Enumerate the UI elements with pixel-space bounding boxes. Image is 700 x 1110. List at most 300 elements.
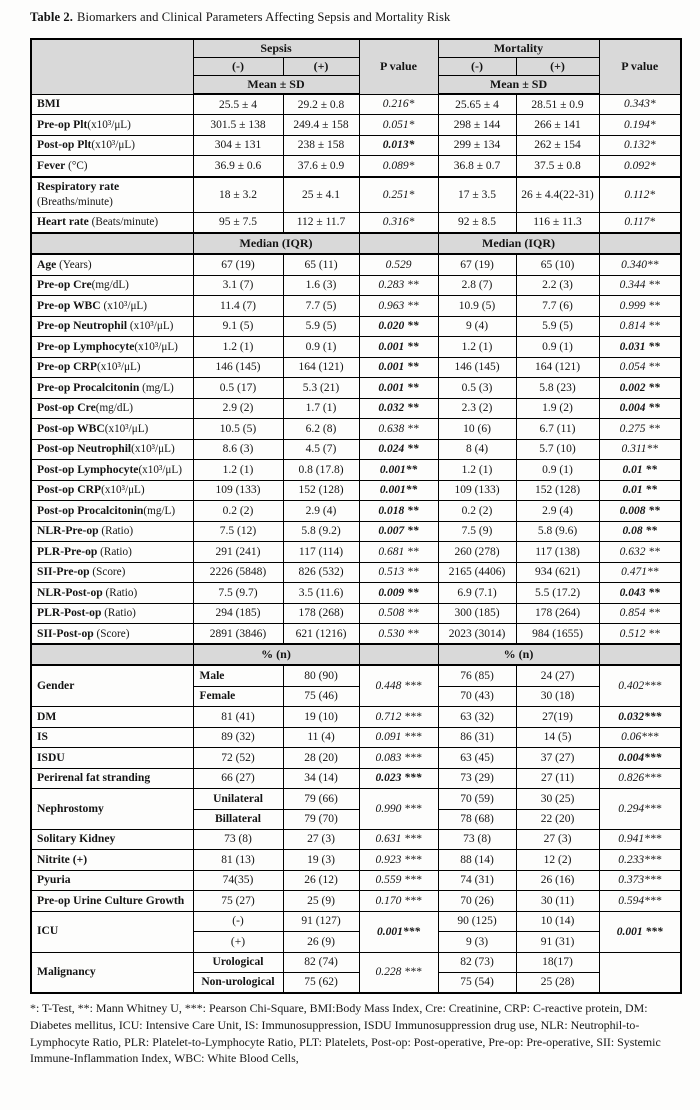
row-label (31, 177, 193, 212)
value-mortality-positive: 116 ± 11.3 (516, 212, 599, 233)
value-mortality-negative: 299 ± 134 (438, 135, 516, 155)
value-mortality-positive: 5.8 (23) (516, 378, 599, 398)
table-row (31, 583, 681, 603)
value-mortality-negative: 76 (85) (438, 665, 516, 686)
value-sepsis-negative: 11.4 (7) (193, 296, 283, 316)
value-mortality-negative: 70 (43) (438, 686, 516, 706)
value-sepsis-negative: 3.1 (7) (193, 275, 283, 295)
p-value-mortality: 0.08 ** (599, 521, 681, 541)
value-sepsis: 79 (70) (283, 809, 359, 829)
row-label (31, 316, 193, 336)
row-label-name: Pre-op Lymphocyte (37, 339, 135, 353)
value-sepsis-negative: 81 (41) (193, 707, 283, 727)
value-mortality-positive: 28.51 ± 0.9 (516, 94, 599, 115)
value-mortality-positive: 7.7 (6) (516, 296, 599, 316)
value-mortality-negative: 10 (6) (438, 419, 516, 439)
value-sepsis-positive: 27 (3) (283, 829, 359, 849)
p-value-sepsis: 0.530 ** (359, 624, 438, 645)
value-mortality-positive: 164 (121) (516, 357, 599, 377)
row-label-unit: (Years) (56, 258, 92, 271)
p-value-mortality: 0.01 ** (599, 460, 681, 480)
value-mortality-positive: 25 (28) (516, 972, 599, 993)
value-mortality-positive: 152 (128) (516, 480, 599, 500)
value-sepsis-negative: 73 (8) (193, 829, 283, 849)
table-row (31, 115, 681, 135)
row-label: ICU (31, 911, 193, 952)
table-row (31, 275, 681, 295)
value-mortality-negative: 86 (31) (438, 727, 516, 747)
row-label (31, 501, 193, 521)
table-row (31, 562, 681, 582)
p-value-sepsis: 0.089* (359, 156, 438, 177)
p-value-mortality: 0.311** (599, 439, 681, 459)
value-mortality-negative: 63 (32) (438, 707, 516, 727)
row-label-unit: (Ratio) (102, 586, 138, 599)
band-label: % (n) (193, 644, 359, 665)
p-value-mortality: 0.008 ** (599, 501, 681, 521)
header-mortality: Mortality (438, 39, 599, 58)
row-label-unit: (mg/L) (143, 504, 176, 517)
row-label (31, 337, 193, 357)
row-label (31, 562, 193, 582)
value-sepsis: 75 (62) (283, 972, 359, 993)
table-row (31, 870, 681, 890)
value-sepsis-negative: 2891 (3846) (193, 624, 283, 645)
value-sepsis-positive: 0.9 (1) (283, 337, 359, 357)
value-sepsis-positive: 826 (532) (283, 562, 359, 582)
value-mortality-negative: 2.3 (2) (438, 398, 516, 418)
value-mortality-negative: 2165 (4406) (438, 562, 516, 582)
row-label (31, 398, 193, 418)
p-value-sepsis: 0.712 *** (359, 707, 438, 727)
table-row (31, 480, 681, 500)
table-row (31, 439, 681, 459)
value-sepsis-negative: 66 (27) (193, 768, 283, 788)
value-sepsis-negative: 67 (19) (193, 254, 283, 275)
value-mortality-positive: 5.5 (17.2) (516, 583, 599, 603)
value-sepsis-positive: 117 (114) (283, 542, 359, 562)
value-mortality-negative: 90 (125) (438, 911, 516, 931)
header-mean-sd-sepsis: Mean ± SD (193, 76, 359, 95)
value-sepsis-positive: 112 ± 11.7 (283, 212, 359, 233)
value-sepsis: 80 (90) (283, 665, 359, 686)
value-sepsis-negative: 74(35) (193, 870, 283, 890)
p-value-sepsis: 0.508 ** (359, 603, 438, 623)
value-sepsis-positive: 19 (10) (283, 707, 359, 727)
row-label-unit: (°C) (65, 159, 88, 172)
p-value-sepsis: 0.529 (359, 254, 438, 275)
value-mortality-positive: 984 (1655) (516, 624, 599, 645)
value-sepsis-negative: 2.9 (2) (193, 398, 283, 418)
header-mean-sd-mortality: Mean ± SD (438, 76, 599, 95)
value-sepsis-positive: 3.5 (11.6) (283, 583, 359, 603)
value-sepsis-negative: 36.9 ± 0.6 (193, 156, 283, 177)
header-sepsis-positive: (+) (283, 58, 359, 76)
value-mortality-positive: 934 (621) (516, 562, 599, 582)
p-value-mortality: 0.344 ** (599, 275, 681, 295)
row-label: Malignancy (31, 952, 193, 993)
row-label-unit: (Ratio) (101, 607, 136, 620)
table-title-text: Biomarkers and Clinical Parameters Affecting Sepsis and Mortality Risk (77, 10, 451, 24)
value-mortality-negative: 67 (19) (438, 254, 516, 275)
row-label-name: Post-op Plt (37, 138, 92, 152)
section-band-row (31, 644, 681, 665)
p-value-sepsis: 0.013* (359, 135, 438, 155)
row-label-name: Nitrite (+) (37, 852, 88, 866)
value-sepsis-negative: 25.5 ± 4 (193, 94, 283, 115)
value-sepsis-negative: 294 (185) (193, 603, 283, 623)
band-label: % (n) (438, 644, 599, 665)
value-mortality-negative: 70 (59) (438, 789, 516, 809)
row-label-name: Pre-op WBC (37, 298, 101, 312)
row-label-name: Perirenal fat stranding (37, 771, 151, 785)
value-mortality-positive: 91 (31) (516, 932, 599, 952)
row-label-name: SII-Post-op (37, 626, 94, 640)
value-mortality-negative: 2.8 (7) (438, 275, 516, 295)
p-value-sepsis: 0.018 ** (359, 501, 438, 521)
value-mortality-positive: 262 ± 154 (516, 135, 599, 155)
value-mortality-negative: 9 (3) (438, 932, 516, 952)
value-sepsis-positive: 28 (20) (283, 748, 359, 768)
value-sepsis-positive: 238 ± 158 (283, 135, 359, 155)
value-mortality-negative: 0.2 (2) (438, 501, 516, 521)
value-sepsis-negative: 304 ± 131 (193, 135, 283, 155)
p-value-sepsis: 0.963 ** (359, 296, 438, 316)
band-blank-cell (359, 644, 438, 665)
row-label-name: Fever (37, 158, 66, 172)
band-blank-cell (31, 644, 193, 665)
value-sepsis-negative: 10.5 (5) (193, 419, 283, 439)
value-sepsis-negative: 301.5 ± 138 (193, 115, 283, 135)
value-sepsis-negative: 1.2 (1) (193, 460, 283, 480)
row-label-name: Pre-op Cre (37, 278, 92, 292)
table-row (31, 212, 681, 233)
table-row (31, 665, 681, 686)
row-label-unit: (mg/L) (139, 381, 174, 394)
value-mortality-negative: 88 (14) (438, 850, 516, 870)
value-mortality-positive: 178 (264) (516, 603, 599, 623)
row-label (31, 891, 193, 911)
p-value-mortality: 0.043 ** (599, 583, 681, 603)
value-mortality-positive: 5.7 (10) (516, 439, 599, 459)
value-mortality-positive: 266 ± 141 (516, 115, 599, 135)
p-value-mortality: 0.194* (599, 115, 681, 135)
value-sepsis-negative: 81 (13) (193, 850, 283, 870)
band-label: Median (IQR) (438, 233, 599, 254)
p-value-mortality: 0.854 ** (599, 603, 681, 623)
value-mortality-positive: 10 (14) (516, 911, 599, 931)
row-label-unit: (Ratio) (97, 545, 132, 558)
value-mortality-positive: 117 (138) (516, 542, 599, 562)
row-label: Gender (31, 665, 193, 706)
value-mortality-positive: 22 (20) (516, 809, 599, 829)
p-value-mortality: 0.132* (599, 135, 681, 155)
band-blank-cell (599, 644, 681, 665)
value-mortality-negative: 63 (45) (438, 748, 516, 768)
table-row (31, 768, 681, 788)
value-mortality-negative: 298 ± 144 (438, 115, 516, 135)
row-label-unit: (x10³/μL) (100, 299, 147, 312)
value-mortality-positive: 0.9 (1) (516, 337, 599, 357)
p-value-mortality: 0.294*** (599, 789, 681, 830)
p-value-mortality: 0.117* (599, 212, 681, 233)
value-mortality-positive: 6.7 (11) (516, 419, 599, 439)
value-mortality-positive: 26 ± 4.4(22-31) (516, 177, 599, 212)
value-mortality-positive: 2.2 (3) (516, 275, 599, 295)
row-label-name: SII-Pre-op (37, 565, 90, 579)
header-p-value-mortality: P value (599, 39, 681, 94)
value-sepsis-positive: 5.9 (5) (283, 316, 359, 336)
value-sepsis-negative: 18 ± 3.2 (193, 177, 283, 212)
row-label-name: NLR-Post-op (37, 585, 103, 599)
row-label-name: Solitary Kidney (37, 832, 116, 846)
row-label-name: Pre-op Neutrophil (37, 319, 128, 333)
p-value-sepsis: 0.001 ** (359, 337, 438, 357)
table-title (30, 10, 680, 25)
p-value-sepsis: 0.251* (359, 177, 438, 212)
row-label-name: DM (37, 709, 57, 723)
row-label (31, 727, 193, 747)
value-mortality-positive: 2.9 (4) (516, 501, 599, 521)
value-sepsis-positive: 621 (1216) (283, 624, 359, 645)
p-value-sepsis: 0.001** (359, 480, 438, 500)
p-value-sepsis: 0.448 *** (359, 665, 438, 706)
table-row (31, 789, 681, 809)
row-label-name: ISDU (37, 750, 65, 764)
value-mortality-positive: 30 (11) (516, 891, 599, 911)
value-sepsis: 91 (127) (283, 911, 359, 931)
row-label (31, 115, 193, 135)
value-mortality-negative: 8 (4) (438, 439, 516, 459)
table-row (31, 501, 681, 521)
table-row (31, 94, 681, 115)
table-row (31, 419, 681, 439)
row-label-name: Respiratory rate (37, 180, 120, 194)
value-sepsis-negative: 8.6 (3) (193, 439, 283, 459)
table-row (31, 952, 681, 972)
value-mortality-negative: 70 (26) (438, 891, 516, 911)
table-row (31, 707, 681, 727)
value-mortality-positive: 30 (18) (516, 686, 599, 706)
p-value-sepsis: 0.001 ** (359, 357, 438, 377)
value-mortality-negative: 75 (54) (438, 972, 516, 993)
value-sepsis-positive: 26 (12) (283, 870, 359, 890)
table-row (31, 891, 681, 911)
row-label (31, 850, 193, 870)
p-value-mortality: 0.512 ** (599, 624, 681, 645)
value-mortality-positive: 30 (25) (516, 789, 599, 809)
value-mortality-negative: 7.5 (9) (438, 521, 516, 541)
row-label-name: Pre-op Procalcitonin (37, 380, 140, 394)
table-container (30, 38, 680, 994)
p-value-mortality: 0.471** (599, 562, 681, 582)
value-sepsis-positive: 65 (11) (283, 254, 359, 275)
value-mortality-negative: 6.9 (7.1) (438, 583, 516, 603)
p-value-mortality: 0.031 ** (599, 337, 681, 357)
value-sepsis-positive: 4.5 (7) (283, 439, 359, 459)
value-sepsis-positive: 2.9 (4) (283, 501, 359, 521)
value-mortality-positive: 27 (3) (516, 829, 599, 849)
subcategory-label: (-) (193, 911, 283, 931)
row-label (31, 583, 193, 603)
table-row (31, 156, 681, 177)
value-mortality-positive: 24 (27) (516, 665, 599, 686)
row-label (31, 542, 193, 562)
table-row (31, 727, 681, 747)
row-label-name: Age (37, 257, 57, 271)
value-sepsis-negative: 1.2 (1) (193, 337, 283, 357)
value-sepsis-negative: 0.5 (17) (193, 378, 283, 398)
p-value-mortality (599, 952, 681, 993)
row-label: Nephrostomy (31, 789, 193, 830)
p-value-sepsis: 0.020 ** (359, 316, 438, 336)
p-value-mortality: 0.373*** (599, 870, 681, 890)
table-row (31, 357, 681, 377)
p-value-sepsis: 0.559 *** (359, 870, 438, 890)
table-row (31, 254, 681, 275)
row-label-name: Post-op WBC (37, 421, 105, 435)
value-sepsis-negative: 0.2 (2) (193, 501, 283, 521)
value-mortality-positive: 0.9 (1) (516, 460, 599, 480)
row-label (31, 275, 193, 295)
p-value-mortality: 0.632 ** (599, 542, 681, 562)
p-value-mortality: 0.054 ** (599, 357, 681, 377)
row-label (31, 296, 193, 316)
value-sepsis-positive: 7.7 (5) (283, 296, 359, 316)
value-mortality-positive: 65 (10) (516, 254, 599, 275)
p-value-sepsis: 0.631 *** (359, 829, 438, 849)
p-value-sepsis: 0.091 *** (359, 727, 438, 747)
value-mortality-negative: 92 ± 8.5 (438, 212, 516, 233)
value-mortality-negative: 1.2 (1) (438, 337, 516, 357)
value-sepsis: 26 (9) (283, 932, 359, 952)
header-blank-cell (31, 39, 193, 94)
row-label-name: PLR-Pre-op (37, 544, 98, 558)
row-label-name: Pre-op CRP (37, 360, 97, 374)
p-value-mortality: 0.814 ** (599, 316, 681, 336)
value-sepsis-positive: 152 (128) (283, 480, 359, 500)
subcategory-label: Female (193, 686, 283, 706)
value-sepsis-positive: 11 (4) (283, 727, 359, 747)
table-row (31, 460, 681, 480)
value-sepsis-negative: 95 ± 7.5 (193, 212, 283, 233)
value-sepsis-positive: 249.4 ± 158 (283, 115, 359, 135)
value-mortality-positive: 18(17) (516, 952, 599, 972)
table-row (31, 398, 681, 418)
value-sepsis: 82 (74) (283, 952, 359, 972)
footnote: *: T-Test, **: Mann Whitney U, ***: Pearson Chi-Square, BMI:Body Mass Index, Cre: Creatinine, CRP: C-reactive protein, DM: Diabetes mellitus, ICU: Intensive Care Unit, IS: Immunosuppression, ISDU Immunosuppression drug use, NLR: Neutrophil-to-Lymphocyte Ratio, PLR: Platelet-to-Lymphocyte Ratio, PLT: Platelets, Post-op: Post-operative, Pre-op: Pre-operative, SII: Systemic Immune-Inflammation Index, WBC: White Blood Cells, (30, 1001, 661, 1066)
table-row (31, 911, 681, 931)
p-value-sepsis: 0.283 ** (359, 275, 438, 295)
value-mortality-negative: 74 (31) (438, 870, 516, 890)
p-value-sepsis: 0.216* (359, 94, 438, 115)
value-mortality-negative: 300 (185) (438, 603, 516, 623)
row-label (31, 156, 193, 177)
p-value-sepsis: 0.170 *** (359, 891, 438, 911)
row-label-unit: (Score) (89, 566, 126, 579)
p-value-mortality: 0.826*** (599, 768, 681, 788)
row-label-unit: (x10³/μL) (87, 118, 131, 131)
row-label-name: PLR-Post-op (37, 606, 102, 620)
value-mortality-negative: 260 (278) (438, 542, 516, 562)
table-row (31, 521, 681, 541)
value-mortality-negative: 2023 (3014) (438, 624, 516, 645)
value-sepsis-negative: 146 (145) (193, 357, 283, 377)
value-sepsis-positive: 37.6 ± 0.9 (283, 156, 359, 177)
row-label-name: Post-op Lymphocyte (37, 462, 139, 476)
header-mortality-negative: (-) (438, 58, 516, 76)
table-row (31, 603, 681, 623)
p-value-sepsis: 0.032 ** (359, 398, 438, 418)
value-sepsis-positive: 34 (14) (283, 768, 359, 788)
value-sepsis-negative: 89 (32) (193, 727, 283, 747)
row-label (31, 829, 193, 849)
row-label (31, 378, 193, 398)
value-mortality-positive: 37.5 ± 0.8 (516, 156, 599, 177)
table-row (31, 624, 681, 645)
row-label (31, 135, 193, 155)
band-label: Median (IQR) (193, 233, 359, 254)
band-blank-cell (359, 233, 438, 254)
row-label-unit: (x10³/μL) (91, 139, 135, 152)
value-mortality-positive: 1.9 (2) (516, 398, 599, 418)
value-mortality-negative: 73 (8) (438, 829, 516, 849)
p-value-sepsis: 0.001 ** (359, 378, 438, 398)
p-value-sepsis: 0.083 *** (359, 748, 438, 768)
table-title-number: Table 2. (30, 10, 74, 24)
row-label-name: BMI (37, 97, 61, 111)
value-mortality-negative: 109 (133) (438, 480, 516, 500)
table-row (31, 177, 681, 212)
row-label (31, 480, 193, 500)
value-sepsis-positive: 6.2 (8) (283, 419, 359, 439)
p-value-mortality: 0.941*** (599, 829, 681, 849)
p-value-mortality: 0.594*** (599, 891, 681, 911)
p-value-mortality: 0.004*** (599, 748, 681, 768)
p-value-sepsis: 0.990 *** (359, 789, 438, 830)
row-label-unit: (x10³/μL) (131, 443, 175, 456)
p-value-sepsis: 0.001** (359, 460, 438, 480)
p-value-sepsis: 0.228 *** (359, 952, 438, 993)
table-row (31, 296, 681, 316)
row-label (31, 521, 193, 541)
header-mortality-positive: (+) (516, 58, 599, 76)
row-label-unit: (mg/dL) (95, 402, 134, 415)
row-label-name: Heart rate (37, 215, 89, 229)
value-mortality-positive: 27 (11) (516, 768, 599, 788)
value-mortality-negative: 17 ± 3.5 (438, 177, 516, 212)
p-value-sepsis: 0.316* (359, 212, 438, 233)
row-label (31, 870, 193, 890)
value-mortality-negative: 36.8 ± 0.7 (438, 156, 516, 177)
value-mortality-negative: 1.2 (1) (438, 460, 516, 480)
row-label-unit: (Score) (93, 627, 130, 640)
value-sepsis-positive: 178 (268) (283, 603, 359, 623)
row-label-unit: (x10³/μL) (127, 320, 174, 333)
value-sepsis-positive: 164 (121) (283, 357, 359, 377)
row-label-unit: (Ratio) (98, 525, 134, 538)
value-sepsis-positive: 25 ± 4.1 (283, 177, 359, 212)
row-label (31, 748, 193, 768)
header-p-value-sepsis: P value (359, 39, 438, 94)
row-label (31, 707, 193, 727)
p-value-sepsis: 0.007 ** (359, 521, 438, 541)
p-value-sepsis: 0.023 *** (359, 768, 438, 788)
table-row (31, 378, 681, 398)
value-sepsis-positive: 0.8 (17.8) (283, 460, 359, 480)
value-sepsis-negative: 109 (133) (193, 480, 283, 500)
p-value-mortality: 0.402*** (599, 665, 681, 706)
